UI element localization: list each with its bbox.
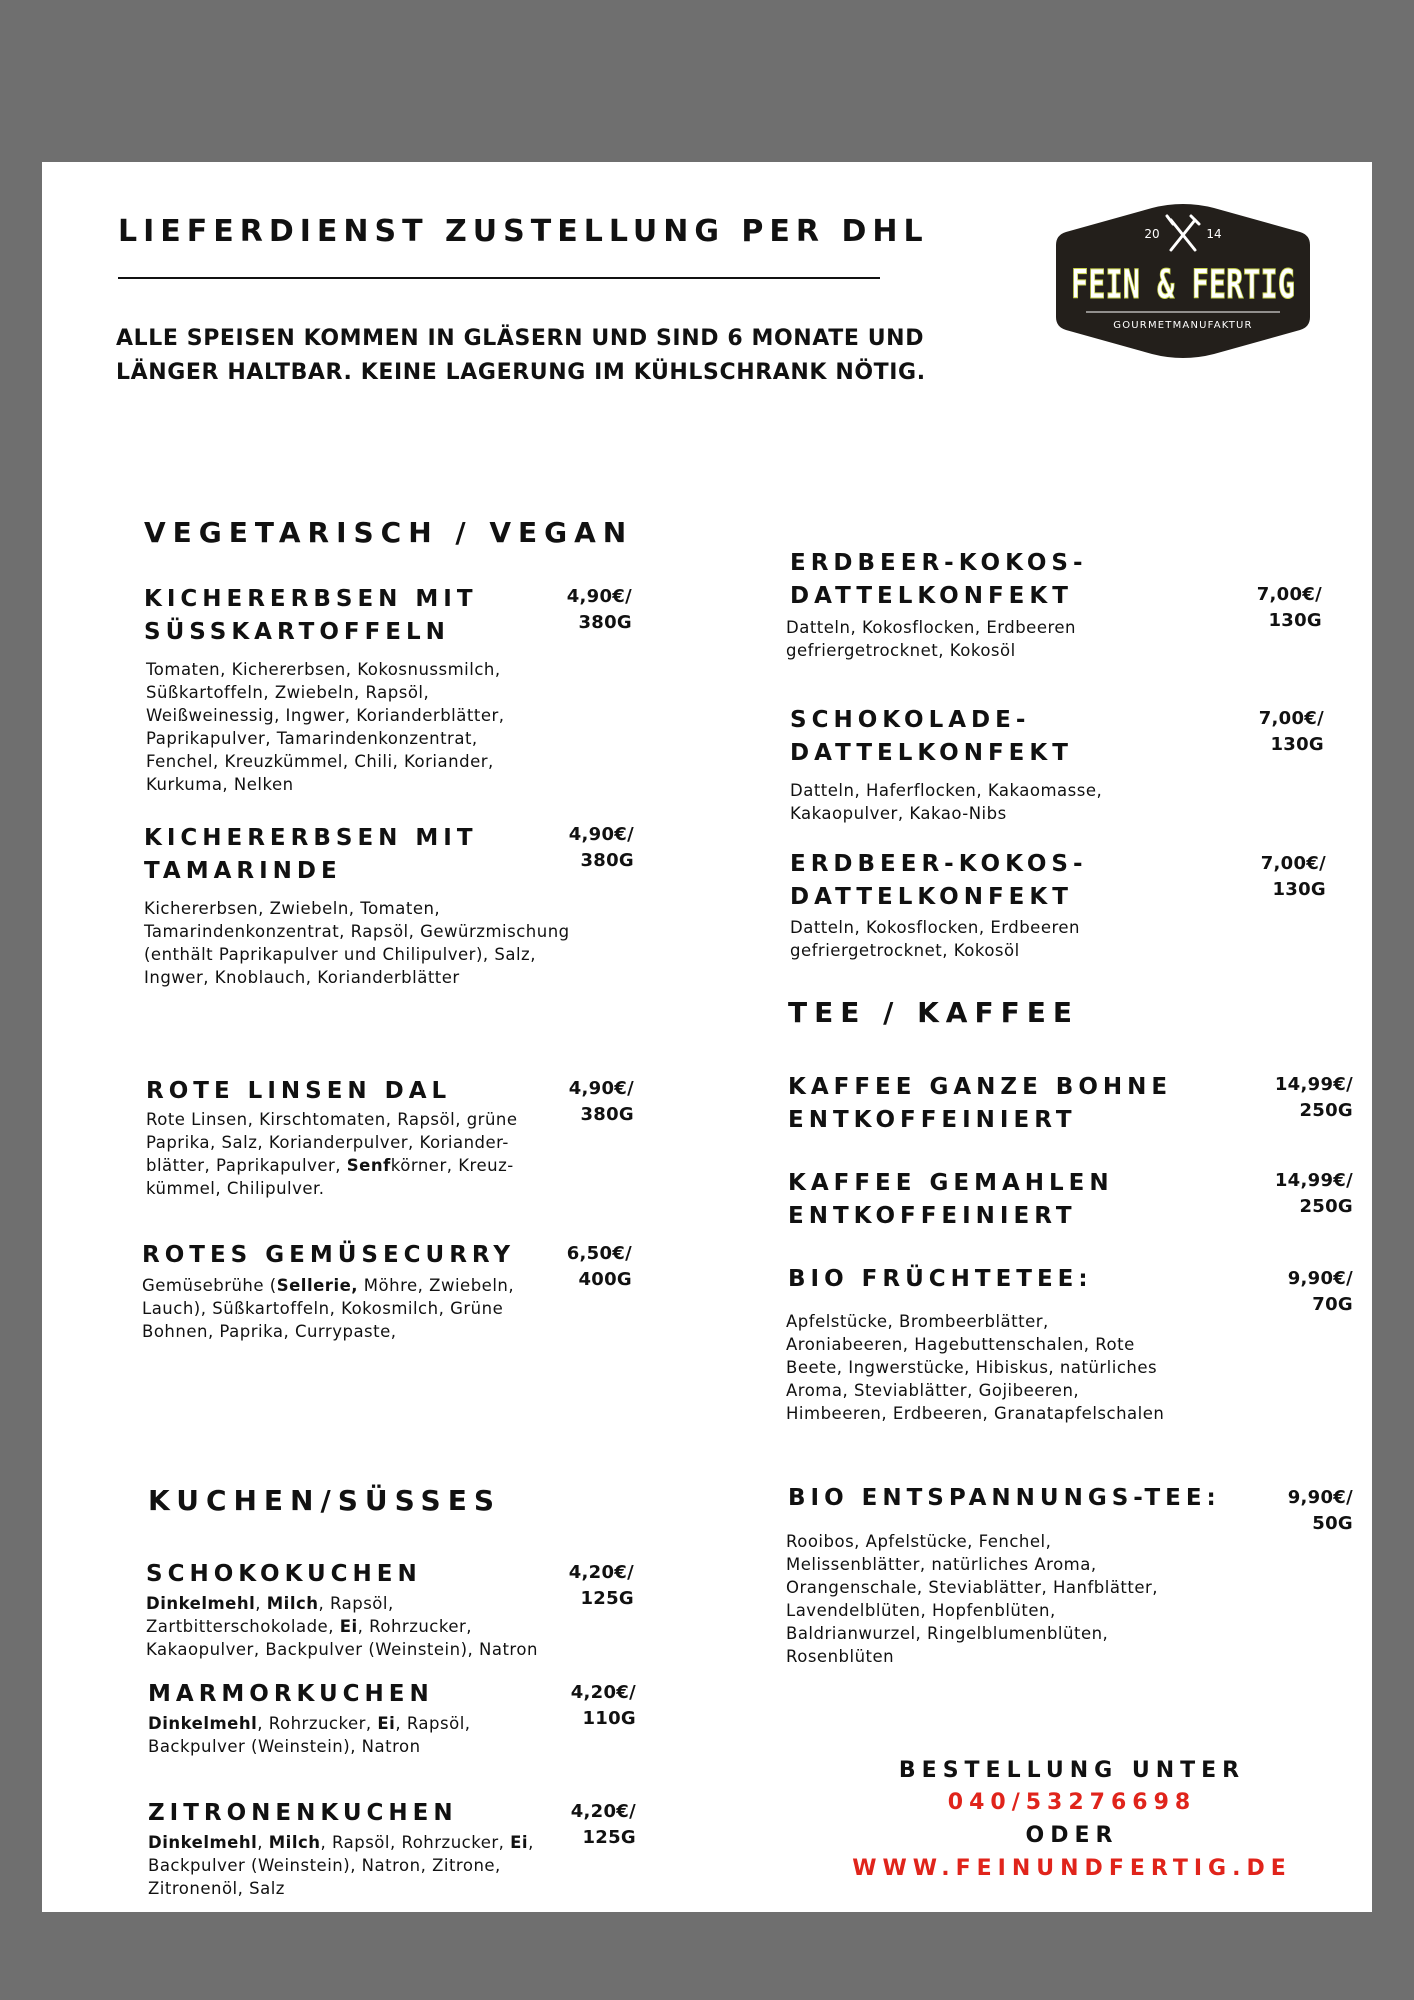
section-heading-sweets: KUCHEN/SÜSSES: [148, 1484, 501, 1517]
allergen-egg: Ei: [339, 1617, 358, 1636]
menu-item-name: SCHOKOLADE- DATTELKONFEKT: [790, 707, 1073, 766]
menu-item-name: BIO ENTSPANNUNGS-TEE:: [788, 1485, 1221, 1511]
allergen-milk: Milch: [266, 1594, 319, 1613]
order-phone-link[interactable]: 040/53276698: [947, 1790, 1197, 1815]
menu-item-ingredients: Dinkelmehl, Milch, Rapsöl, Zartbitterschokolade, Ei, Rohrzucker, Kakaopulver, Backpulver (Weinstein), Natron: [146, 1594, 538, 1659]
menu-item-name: KAFFEE GEMAHLEN ENTKOFFEINIERT: [788, 1170, 1114, 1229]
menu-item-name: KICHERERBSEN MIT TAMARINDE: [144, 825, 478, 884]
menu-item-ingredients: Dinkelmehl, Rohrzucker, Ei, Rapsöl, Backpulver (Weinstein), Natron: [148, 1714, 471, 1756]
menu-item-price: 7,00€/ 130G: [1256, 584, 1322, 631]
menu-item-price: 4,90€/ 380G: [566, 586, 632, 633]
logo-year-right: 14: [1206, 227, 1222, 241]
page-title: LIEFERDIENST ZUSTELLUNG PER DHL: [118, 214, 929, 249]
menu-page: [42, 162, 1372, 1912]
intro-text: [116, 322, 926, 390]
menu-item-ingredients: Datteln, Kokosflocken, Erdbeeren gefriergetrocknet, Kokosöl: [786, 618, 1077, 660]
title-underline: [118, 277, 880, 279]
logo-brand-text: FEIN & FERTIG: [1071, 262, 1295, 308]
menu-item-name: ERDBEER-KOKOS- DATTELKONFEKT: [790, 550, 1088, 609]
menu-item-price: 4,20€/ 110G: [570, 1682, 636, 1729]
menu-item-ingredients: Datteln, Kokosflocken, Erdbeeren gefriergetrocknet, Kokosöl: [790, 918, 1081, 960]
menu-item-price: 4,90€/ 380G: [568, 1078, 634, 1125]
menu-item-ingredients: Tomaten, Kichererbsen, Kokosnussmilch, Süßkartoffeln, Zwiebeln, Rapsöl, Weißweinessig, Ingwer, Korianderblätter, Paprikapulver, Tamarindenkonzentrat, Fenchel, Kreuzkümmel, Chili, Koriander, Kurkuma, Nelken: [146, 660, 505, 794]
allergen-spelt: Dinkelmehl: [148, 1714, 258, 1733]
allergen-spelt: Dinkelmehl: [148, 1833, 258, 1852]
menu-item-price: 4,20€/ 125G: [568, 1562, 634, 1609]
menu-item-name: MARMORKUCHEN: [148, 1681, 434, 1707]
menu-item-name: ROTE LINSEN DAL: [146, 1078, 452, 1104]
menu-item-price: 9,90€/ 50G: [1287, 1487, 1353, 1534]
menu-item-price: 14,99€/ 250G: [1274, 1074, 1353, 1121]
intro-line: ALLE SPEISEN KOMMEN IN GLÄSERN UND SIND 6 MONATE UND: [116, 326, 925, 351]
menu-item-price: 6,50€/ 400G: [566, 1243, 632, 1290]
menu-item-price: 9,90€/ 70G: [1287, 1268, 1353, 1315]
section-heading-tea-coffee: TEE / KAFFEE: [788, 996, 1079, 1029]
menu-item-name: ERDBEER-KOKOS- DATTELKONFEKT: [790, 851, 1088, 910]
menu-item-price: 7,00€/ 130G: [1258, 708, 1324, 755]
allergen-egg: Ei: [510, 1833, 529, 1852]
allergen-milk: Milch: [268, 1833, 321, 1852]
menu-item-name: ZITRONENKUCHEN: [148, 1800, 458, 1826]
menu-item-name: SCHOKOKUCHEN: [146, 1561, 422, 1587]
menu-item-name: ROTES GEMÜSECURRY: [142, 1242, 516, 1268]
menu-item-price: 7,00€/ 130G: [1260, 853, 1326, 900]
logo-subtitle: GOURMETMANUFAKTUR: [1113, 320, 1253, 331]
allergen-celery: Sellerie,: [276, 1276, 359, 1295]
menu-item-ingredients: Apfelstücke, Brombeerblätter, Aroniabeeren, Hagebuttenschalen, Rote Beete, Ingwerstücke, Hibiskus, natürliches Aroma, Steviablätter, Gojibeeren, Himbeeren, Erdbeeren, Granatapfelschalen: [786, 1312, 1165, 1423]
menu-item-ingredients: Gemüsebrühe (Sellerie, Möhre, Zwiebeln, Lauch), Süßkartoffeln, Kokosmilch, Grüne Bohnen, Paprika, Currypaste,: [142, 1276, 515, 1341]
order-website-link[interactable]: WWW.FEINUNDFERTIG.DE: [852, 1856, 1292, 1881]
menu-item-name: BIO FRÜCHTETEE:: [788, 1266, 1093, 1292]
allergen-mustard: Senf: [346, 1156, 391, 1175]
menu-item-ingredients: Dinkelmehl, Milch, Rapsöl, Rohrzucker, Ei, Backpulver (Weinstein), Natron, Zitrone, Zitronenöl, Salz: [148, 1833, 534, 1898]
order-or-label: ODER: [1025, 1823, 1119, 1848]
menu-item-name: KAFFEE GANZE BOHNE ENTKOFFEINIERT: [788, 1074, 1173, 1133]
menu-item-price: 4,90€/ 380G: [568, 824, 634, 871]
logo-year-left: 20: [1144, 227, 1160, 241]
menu-item-ingredients: Kichererbsen, Zwiebeln, Tomaten, Tamarindenkonzentrat, Rapsöl, Gewürzmischung (enthält Paprikapulver und Chilipulver), Salz, Ingwer, Knoblauch, Korianderblätter: [144, 899, 570, 987]
menu-item-name: KICHERERBSEN MIT SÜSSKARTOFFELN: [144, 586, 478, 645]
menu-item-ingredients: Rooibos, Apfelstücke, Fenchel, Melissenblätter, natürliches Aroma, Orangenschale, Steviablätter, Hanfblätter, Lavendelblüten, Hopfenblüten, Baldrianwurzel, Ringelblumenblüten, Rosenblüten: [786, 1532, 1159, 1666]
intro-line: LÄNGER HALTBAR. KEINE LAGERUNG IM KÜHLSCHRANK NÖTIG.: [116, 360, 926, 385]
menu-item-ingredients: Rote Linsen, Kirschtomaten, Rapsöl, grüne Paprika, Salz, Korianderpulver, Koriander- blätter, Paprikapulver, Senfkörner, Kreuz- kümmel, Chilipulver.: [146, 1110, 518, 1198]
menu-item-ingredients: Datteln, Haferflocken, Kakaomasse, Kakaopulver, Kakao-Nibs: [790, 781, 1103, 823]
section-heading-vegetarian: VEGETARISCH / VEGAN: [144, 516, 634, 549]
order-label: BESTELLUNG UNTER: [898, 1758, 1246, 1783]
fein-und-fertig-logo: [1052, 202, 1314, 364]
allergen-spelt: Dinkelmehl: [146, 1594, 256, 1613]
menu-item-price: 14,99€/ 250G: [1274, 1170, 1353, 1217]
menu-item-price: 4,20€/ 125G: [570, 1801, 636, 1848]
allergen-egg: Ei: [377, 1714, 396, 1733]
